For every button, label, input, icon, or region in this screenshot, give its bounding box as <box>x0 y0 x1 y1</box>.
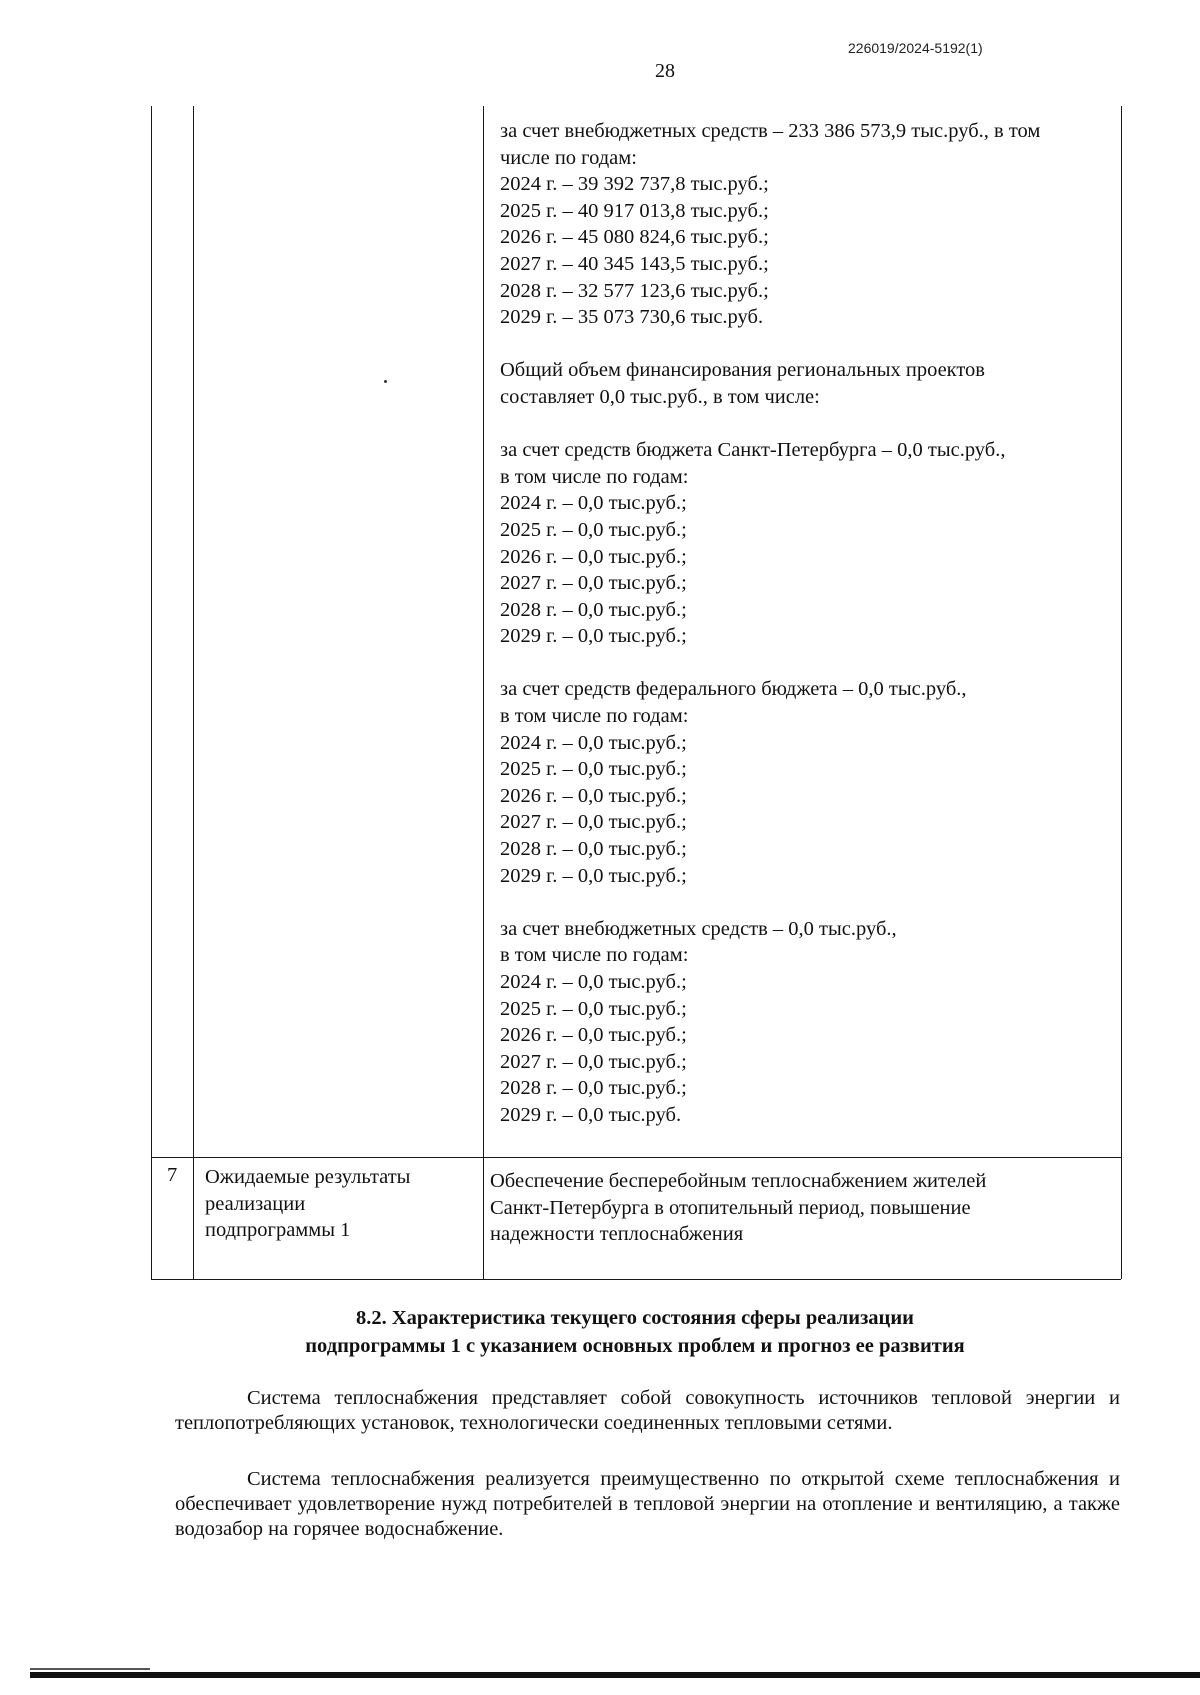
funding-line: 2024 г. – 0,0 тыс.руб.; <box>500 492 687 515</box>
row-value-line: Обеспечение бесперебойным теплоснабжением жителей <box>490 1170 987 1192</box>
funding-line: 2024 г. – 0,0 тыс.руб.; <box>500 731 687 754</box>
funding-line: составляет 0,0 тыс.руб., в том числе: <box>500 385 820 408</box>
row-label-line: реализации <box>205 1192 306 1215</box>
paragraph: Система теплоснабжения реализуется преимущественно по открытой схеме теплоснабжения и обеспечивает удовлетворение нужд потребителей в тепловой энергии на отопление и вентиляцию, а также водозабор на горячее водоснабжение. <box>175 1468 1120 1540</box>
funding-line: за счет внебюджетных средств – 0,0 тыс.руб., <box>500 917 897 940</box>
funding-line: в том числе по годам: <box>500 705 689 728</box>
funding-line: 2025 г. – 40 917 013,8 тыс.руб.; <box>500 199 769 222</box>
funding-line: 2027 г. – 40 345 143,5 тыс.руб.; <box>500 252 769 275</box>
funding-line: в том числе по годам: <box>500 944 689 967</box>
section-heading-line: подпрограммы 1 с указанием основных проблем и прогноз ее развития <box>305 1335 965 1357</box>
funding-line: Общий объем финансирования региональных проектов <box>500 359 985 382</box>
funding-line: 2025 г. – 0,0 тыс.руб.; <box>500 997 687 1020</box>
funding-line: 2025 г. – 0,0 тыс.руб.; <box>500 758 687 781</box>
funding-line: 2025 г. – 0,0 тыс.руб.; <box>500 518 687 541</box>
funding-line: 2028 г. – 32 577 123,6 тыс.руб.; <box>500 279 769 302</box>
funding-line: 2027 г. – 0,0 тыс.руб.; <box>500 811 687 834</box>
funding-line: 2026 г. – 0,0 тыс.руб.; <box>500 784 687 807</box>
funding-line: 2028 г. – 0,0 тыс.руб.; <box>500 1077 687 1100</box>
page-number: 28 <box>655 60 675 82</box>
row-number: 7 <box>167 1164 178 1186</box>
scan-edge <box>30 1672 1200 1678</box>
row-label <box>205 1164 410 1244</box>
funding-line: 2029 г. – 0,0 тыс.руб.; <box>500 625 687 648</box>
funding-line: 2024 г. – 39 392 737,8 тыс.руб.; <box>500 173 769 196</box>
paragraph: Система теплоснабжения представляет собой совокупность источников тепловой энергии и теплопотребляющих установок, технологически соединенных тепловыми сетями. <box>175 1387 1120 1434</box>
funding-line: 2027 г. – 0,0 тыс.руб.; <box>500 1050 687 1073</box>
row-label-line: подпрограммы 1 <box>205 1219 351 1242</box>
section-heading <box>150 1304 1120 1360</box>
funding-line: 2028 г. – 0,0 тыс.руб.; <box>500 598 687 621</box>
funding-line: 2027 г. – 0,0 тыс.руб.; <box>500 572 687 595</box>
funding-line: числе по годам: <box>500 146 637 169</box>
funding-line: 2029 г. – 35 073 730,6 тыс.руб. <box>500 306 764 329</box>
scan-speck <box>384 380 387 383</box>
funding-line: 2024 г. – 0,0 тыс.руб.; <box>500 971 687 993</box>
row-value-line: надежности теплоснабжения <box>490 1223 744 1246</box>
funding-line: за счет средств федерального бюджета – 0,0 тыс.руб., <box>500 678 967 701</box>
blank-line <box>500 411 1040 438</box>
funding-line: 2029 г. – 0,0 тыс.руб.; <box>500 864 687 887</box>
document-id: 226019/2024-5192(1) <box>848 40 983 56</box>
blank-line <box>500 650 1040 677</box>
row-label-line: Ожидаемые результаты <box>205 1166 411 1188</box>
funding-cell <box>500 118 1040 1129</box>
funding-line: 2026 г. – 45 080 824,6 тыс.руб.; <box>500 226 769 249</box>
funding-line: 2029 г. – 0,0 тыс.руб. <box>500 1103 682 1126</box>
blank-line <box>500 331 1040 358</box>
funding-line: за счет средств бюджета Санкт-Петербурга – 0,0 тыс.руб., <box>500 439 1006 462</box>
funding-line: 2026 г. – 0,0 тыс.руб.; <box>500 545 687 568</box>
row-value-line: Санкт-Петербурга в отопительный период, повышение <box>490 1196 971 1219</box>
funding-line: 2026 г. – 0,0 тыс.руб.; <box>500 1024 687 1047</box>
scan-edge <box>30 1668 150 1670</box>
funding-line: 2028 г. – 0,0 тыс.руб.; <box>500 838 687 861</box>
funding-line: в том числе по годам: <box>500 465 689 488</box>
blank-line <box>500 889 1040 916</box>
section-heading-line: 8.2. Характеристика текущего состояния сферы реализации <box>356 1307 914 1329</box>
row-value <box>490 1168 986 1248</box>
funding-line: за счет внебюджетных средств – 233 386 573,9 тыс.руб., в том <box>500 120 1041 142</box>
